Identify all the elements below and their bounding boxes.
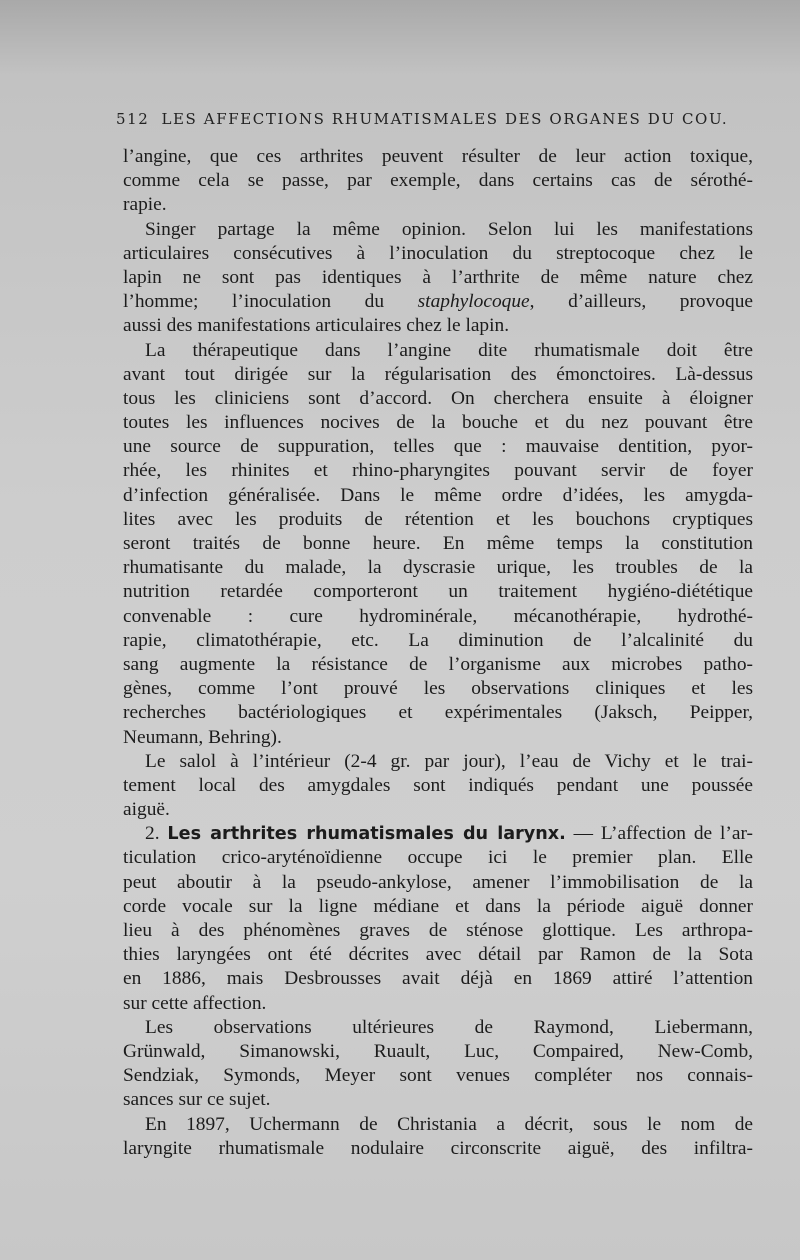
running-title: LES AFFECTIONS RHUMATISMALES DES ORGANES DU COU. [161, 110, 729, 128]
text-line: recherches bactériologiques et expérimentales (Jaksch, Peipper, [123, 702, 753, 724]
text-line: rapie, climatothérapie, etc. La diminution de l’alcalinité du [123, 629, 753, 651]
text-line: aiguë. [123, 799, 170, 821]
text-line: comme cela se passe, par exemple, dans certains cas de sérothé- [123, 170, 753, 192]
text-line: Grünwald, Simanowski, Ruault, Luc, Compaired, New-Comb, [123, 1040, 753, 1062]
text-line: lapin ne sont pas identiques à l’arthrite de même nature chez [123, 266, 753, 288]
text-line: l’angine, que ces arthrites peuvent résulter de leur action toxique, [123, 146, 753, 167]
text-line [123, 290, 753, 314]
text-line: en 1886, mais Desbrousses avait déjà en 1869 attiré l’attention [123, 968, 753, 990]
text-line: En 1897, Uchermann de Christania a décrit, sous le nom de [145, 1113, 753, 1135]
text-line: nutrition retardée comporteront un traitement hygiéno-diététique [123, 581, 753, 603]
text-line: rhée, les rhinites et rhino-pharyngites pouvant servir de foyer [123, 460, 753, 482]
text-line: corde vocale sur la ligne médiane et dans la période aiguë donner [123, 895, 753, 917]
text-segment: , d’ailleurs, provoque [529, 291, 753, 313]
body-text [123, 145, 753, 1161]
text-line: lites avec les produits de rétention et les bouchons cryptiques [123, 508, 753, 530]
text-line: Singer partage la même opinion. Selon lui les manifestations [145, 218, 753, 240]
text-line: seront traités de bonne heure. En même temps la constitution [123, 533, 753, 554]
text-line: gènes, comme l’ont prouvé les observations cliniques et les [123, 678, 753, 700]
page-number: 512 [116, 110, 150, 128]
text-line: sang augmente la résistance de l’organisme aux microbes patho- [123, 653, 753, 675]
text-line: sances sur ce sujet. [123, 1089, 271, 1111]
text-line: Sendziak, Symonds, Meyer sont venues compléter nos connais- [123, 1065, 753, 1087]
text-line: rhumatisante du malade, la dyscrasie urique, les troubles de la [123, 557, 753, 579]
section-number: 2. [145, 823, 160, 845]
section-heading-line [123, 822, 753, 846]
text-line: Les observations ultérieures de Raymond, Liebermann, [145, 1016, 753, 1038]
text-line: lieu à des phénomènes graves de sténose glottique. Les arthropa- [123, 920, 753, 941]
text-line: convenable : cure hydrominérale, mécanothérapie, hydrothé- [123, 605, 753, 627]
text-line: Le salol à l’intérieur (2-4 gr. par jour), l’eau de Vichy et le trai- [145, 750, 753, 772]
text-line: tous les cliniciens sont d’accord. On cherchera ensuite à éloigner [123, 387, 753, 409]
text-line: tement local des amygdales sont indiqués pendant une poussée [123, 774, 753, 796]
text-line: thies laryngées ont été décrites avec détail par Ramon de la Sota [123, 944, 753, 966]
text-line: articulaires consécutives à l’inoculation du streptocoque chez le [123, 242, 753, 264]
text-line: d’infection généralisée. Dans le même ordre d’idées, les amygda- [123, 484, 753, 506]
text-line: toutes les influences nocives de la bouche et du nez pouvant être [123, 412, 753, 434]
text-line: aussi des manifestations articulaires chez le lapin. [123, 315, 510, 337]
section-heading: Les arthrites rhumatismales du larynx. [167, 824, 566, 845]
text-line: rapie. [123, 194, 167, 216]
text-line: avant tout dirigée sur la régularisation des émonctoires. Là-dessus [123, 363, 753, 385]
text-line: Neumann, Behring). [123, 726, 282, 748]
italic-term: staphylocoque [417, 291, 530, 313]
text-segment: l’homme; l’inoculation du [123, 291, 418, 313]
text-line: ticulation crico-aryténoïdienne occupe ici le premier plan. Elle [123, 847, 753, 869]
text-segment: — L’affection de l’ar- [565, 823, 753, 845]
running-header [116, 110, 729, 128]
text-line: laryngite rhumatismale nodulaire circonscrite aiguë, des infiltra- [123, 1137, 753, 1159]
text-line: La thérapeutique dans l’angine dite rhumatismale doit être [145, 339, 753, 361]
text-line: sur cette affection. [123, 992, 267, 1014]
text-line: peut aboutir à la pseudo-ankylose, amener l’immobilisation de la [123, 871, 753, 893]
text-line: une source de suppuration, telles que : mauvaise dentition, pyor- [123, 436, 753, 458]
